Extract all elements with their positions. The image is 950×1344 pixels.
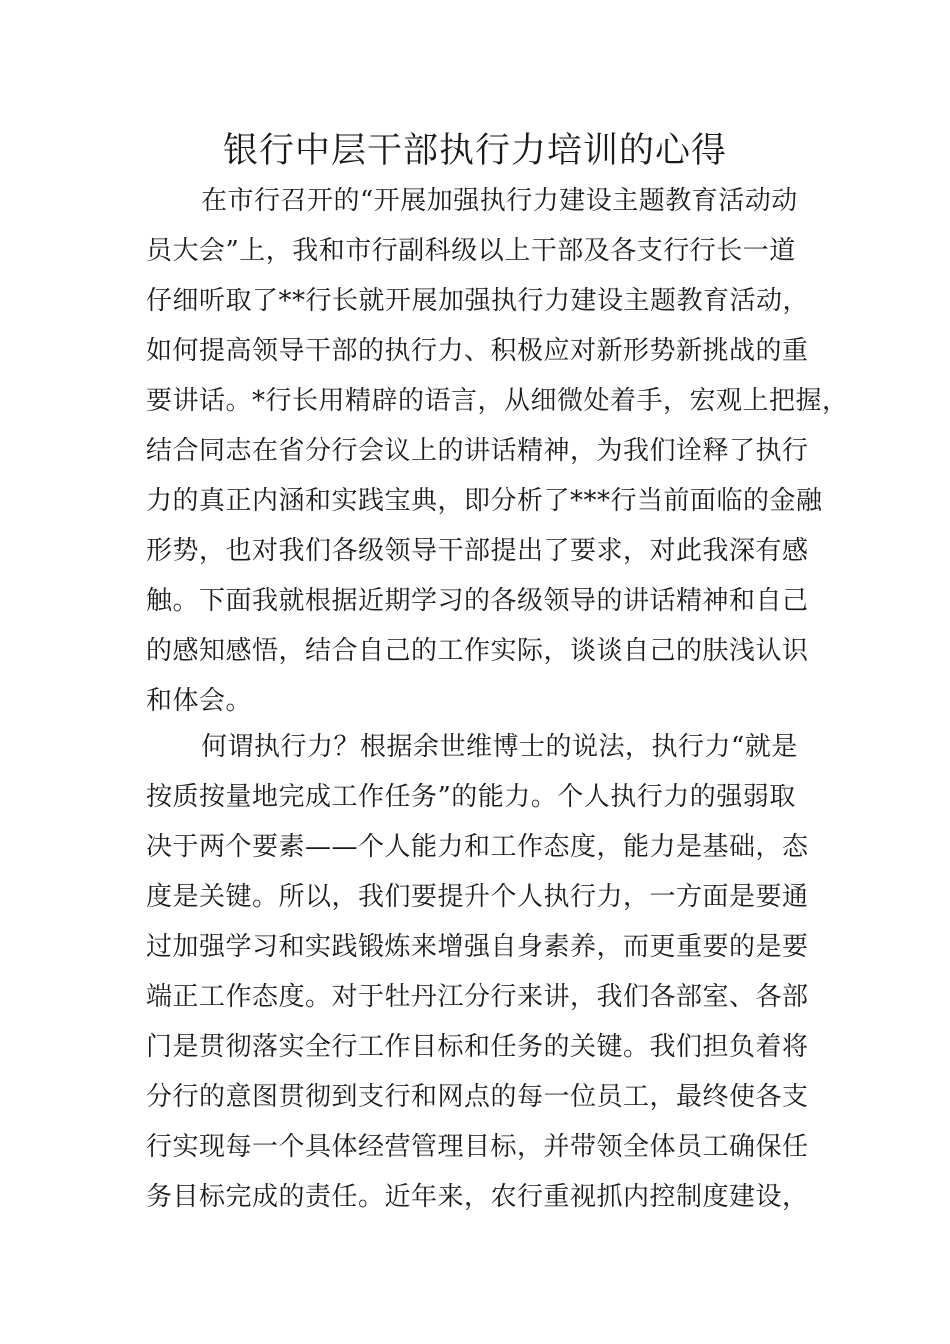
document-title: 银行中层干部执行力培训的心得 — [222, 131, 727, 171]
text-line: 力的真正内涵和实践宝典，即分析了***行当前面临的金融 — [146, 486, 823, 516]
text-line: 决于两个要素——个人能力和工作态度，能力是基础，态 — [146, 832, 809, 862]
text-line: 要讲话。*行长用精辟的语言，从细微处着手，宏观上把握， — [146, 386, 849, 416]
text-line: 分行的意图贯彻到支行和网点的每一位员工，最终使各支 — [146, 1082, 809, 1112]
text-line: 触。下面我就根据近期学习的各级领导的讲话精神和自己 — [146, 586, 809, 616]
text-line: 形势，也对我们各级领导干部提出了要求，对此我深有感 — [146, 536, 809, 566]
text-line: 按质按量地完成工作任务”的能力。个人执行力的强弱取 — [146, 782, 796, 812]
text-line: 何谓执行力？根据余世维博士的说法，执行力“就是 — [201, 732, 798, 762]
text-line: 如何提高领导干部的执行力、积极应对新形势新挑战的重 — [146, 336, 809, 366]
text-line: 门是贯彻落实全行工作目标和任务的关键。我们担负着将 — [146, 1032, 809, 1062]
text-line: 仔细听取了**行长就开展加强执行力建设主题教育活动， — [146, 286, 810, 316]
text-line: 的感知感悟，结合自己的工作实际，谈谈自己的肤浅认识 — [146, 636, 809, 666]
text-line: 结合同志在省分行会议上的讲话精神，为我们诠释了执行 — [146, 436, 809, 466]
paragraph-1 — [146, 176, 849, 726]
text-line: 过加强学习和实践锻炼来增强自身素养，而更重要的是要 — [146, 932, 809, 962]
text-line: 员大会”上，我和市行副科级以上干部及各支行行长一道 — [146, 236, 796, 266]
text-line: 和体会。 — [146, 686, 253, 716]
text-line: 务目标完成的责任。近年来，农行重视抓内控制度建设， — [146, 1182, 809, 1212]
text-line: 在市行召开的“开展加强执行力建设主题教育活动动 — [201, 186, 798, 216]
text-line: 端正工作态度。对于牡丹江分行来讲，我们各部室、各部 — [146, 982, 809, 1012]
paragraph-2 — [146, 722, 818, 1222]
text-line: 度是关键。所以，我们要提升个人执行力，一方面是要通 — [146, 882, 809, 912]
text-line: 行实现每一个具体经营管理目标，并带领全体员工确保任 — [146, 1132, 809, 1162]
